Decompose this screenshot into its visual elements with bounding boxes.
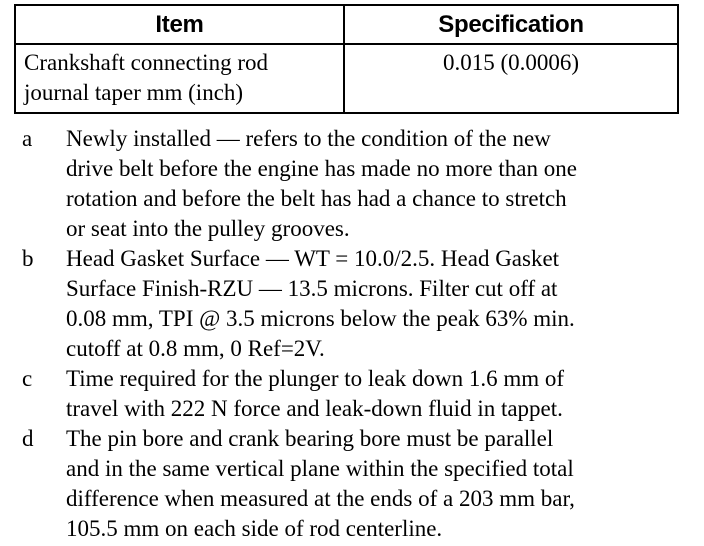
footnote-c — [22, 364, 692, 424]
table-header-row — [15, 5, 678, 44]
footnote-line: drive belt before the engine has made no more than one — [66, 156, 577, 181]
item-line: journal taper mm (inch) — [24, 80, 244, 105]
footnote-d — [22, 424, 692, 544]
footnote-line: Surface Finish-RZU — 13.5 microns. Filter cut off at — [66, 276, 558, 301]
item-line: Crankshaft connecting rod — [24, 50, 268, 75]
footnote-letter: b — [22, 246, 34, 271]
table-cell-item — [15, 44, 344, 113]
specification-table — [14, 4, 679, 114]
footnote-line: Newly installed — refers to the condition of the new — [66, 126, 551, 151]
footnote-line: and in the same vertical plane within the specified total — [66, 456, 574, 481]
footnote-line: cutoff at 0.8 mm, 0 Ref=2V. — [66, 336, 325, 361]
column-header-item: Item — [15, 5, 344, 44]
footnote-line: travel with 222 N force and leak-down fluid in tappet. — [66, 396, 563, 421]
footnote-letter: a — [22, 126, 33, 151]
footnote-a — [22, 124, 692, 244]
footnote-line: The pin bore and crank bearing bore must be parallel — [66, 426, 554, 451]
footnote-line: Head Gasket Surface — WT = 10.0/2.5. Head Gasket — [66, 246, 560, 271]
footnote-line: rotation and before the belt has had a chance to stretch — [66, 186, 567, 211]
table-cell-specification: 0.015 (0.0006) — [344, 44, 678, 113]
footnote-line: Time required for the plunger to leak down 1.6 mm of — [66, 366, 565, 391]
footnote-letter: c — [22, 366, 33, 391]
footnote-b — [22, 244, 692, 364]
footnote-line: 0.08 mm, TPI @ 3.5 microns below the peak 63% min. — [66, 306, 575, 331]
footnote-letter: d — [22, 426, 34, 451]
footnote-line: 105.5 mm on each side of rod centerline. — [66, 516, 443, 541]
footnote-line: difference when measured at the ends of a 203 mm bar, — [66, 486, 575, 511]
column-header-specification: Specification — [344, 5, 678, 44]
footnote-line: or seat into the pulley grooves. — [66, 216, 350, 241]
footnote-text — [66, 424, 692, 544]
footnote-text — [66, 364, 692, 424]
footnote-text — [66, 124, 692, 244]
footnote-text — [66, 244, 692, 364]
table-row — [15, 44, 678, 113]
footnotes — [22, 124, 692, 544]
